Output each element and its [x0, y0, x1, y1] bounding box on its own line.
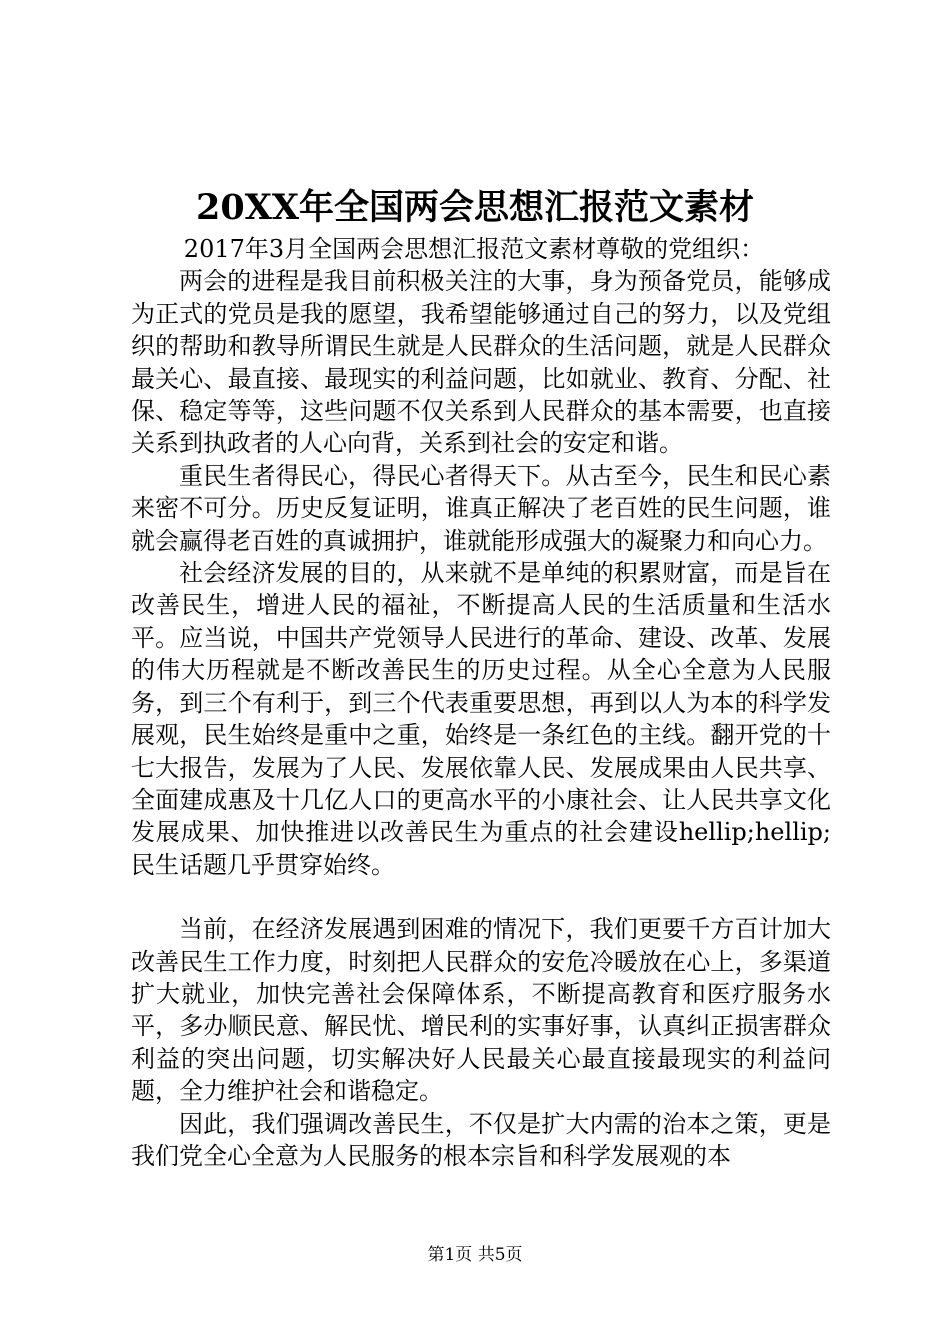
paragraph-5: 因此，我们强调改善民生，不仅是扩大内需的治本之策，更是我们党全心全意为人民服务的根本宗旨和科学发展观的本	[131, 1109, 831, 1170]
paragraph-3: 社会经济发展的目的，从来就不是单纯的积累财富，而是旨在改善民生，增进人民的福祉，不断提高人民的生活质量和生活水平。应当说，中国共产党领导人民进行的革命、建设、改革、发展的伟大历程就是不断改善民生的历史过程。从全心全意为人民服务，到三个有利于，到三个代表重要思想，再到以人为本的科学发展观，民生始终是重中之重，始终是一条红色的主线。翻开党的十七大报告，发展为了人民、发展依靠人民、发展成果由人民共享、全面建成惠及十几亿人口的更高水平的小康社会、让人民共享文化发展成果、加快推进以改善民生为重点的社会建设hellip;hellip;民生话题几乎贯穿始终。	[131, 559, 831, 879]
paragraph-2: 重民生者得民心，得民心者得天下。从古至今，民生和民心素来密不可分。历史反复证明，谁真正解决了老百姓的民生问题，谁就会赢得老百姓的真诚拥护，谁就能形成强大的凝聚力和向心力。	[131, 461, 831, 555]
paragraph-intro: 2017年3月全国两会思想汇报范文素材尊敬的党组织：	[183, 235, 765, 263]
paragraph-1: 两会的进程是我目前积极关注的大事，身为预备党员，能够成为正式的党员是我的愿望，我希望能够通过自己的努力，以及党组织的帮助和教导所谓民生就是人民群众的生活问题，就是人民群众最关心、最直接、最现实的利益问题，比如就业、教育、分配、社保、稳定等等，这些问题不仅关系到人民群众的基本需要，也直接关系到执政者的人心向背，关系到社会的安定和谐。	[131, 267, 831, 458]
document-body	[131, 233, 831, 1172]
page-indicator: 第1页 共5页	[427, 1245, 523, 1265]
paragraph-4: 当前，在经济发展遇到困难的情况下，我们更要千方百计加大改善民生工作力度，时刻把人民群众的安危冷暖放在心上，多渠道扩大就业，加快完善社会保障体系，不断提高教育和医疗服务水平，多办顺民意、解民忧、增民利的实事好事，认真纠正损害群众利益的突出问题，切实解决好人民最关心最直接最现实的利益问题，全力维护社会和谐稳定。	[131, 915, 831, 1106]
paragraph-spacer	[131, 881, 831, 913]
document-title: 20XX年全国两会思想汇报范文素材	[195, 187, 755, 228]
